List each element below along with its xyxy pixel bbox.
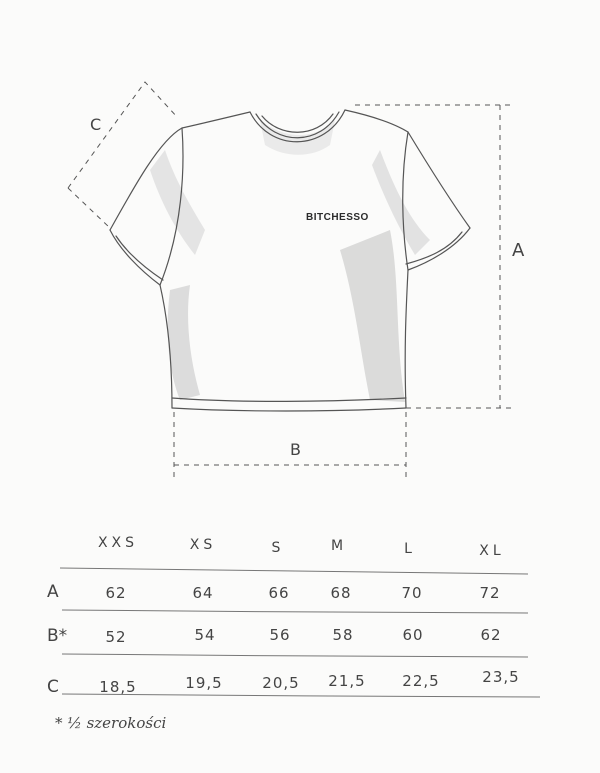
cell-b-xl: 62 bbox=[480, 626, 502, 644]
cell-b-m: 58 bbox=[332, 626, 354, 644]
cell-b-xs: 54 bbox=[194, 626, 216, 644]
cell-c-l: 22,5 bbox=[402, 672, 440, 690]
cell-a-l: 70 bbox=[401, 584, 423, 602]
cell-a-xs: 64 bbox=[192, 584, 214, 602]
cell-b-xxs: 52 bbox=[105, 628, 127, 646]
cell-b-s: 56 bbox=[269, 626, 291, 644]
row-label-a: A bbox=[47, 582, 59, 602]
size-header-s: S bbox=[271, 540, 285, 556]
cell-c-m: 21,5 bbox=[328, 672, 366, 690]
footnote-half-width: * ½ szerokości bbox=[55, 714, 167, 732]
cell-b-l: 60 bbox=[402, 626, 424, 644]
cell-a-m: 68 bbox=[330, 584, 352, 602]
row-label-b: B* bbox=[47, 626, 68, 646]
cell-c-xxs: 18,5 bbox=[99, 678, 137, 696]
cell-a-s: 66 bbox=[268, 584, 290, 602]
row-label-c: C bbox=[47, 677, 59, 697]
cell-c-xl: 23,5 bbox=[482, 668, 520, 686]
dimension-label-b: B bbox=[290, 440, 301, 459]
cell-c-s: 20,5 bbox=[262, 674, 300, 692]
size-header-l: L bbox=[404, 541, 416, 557]
dimension-label-c: C bbox=[90, 115, 102, 134]
cell-c-xs: 19,5 bbox=[185, 674, 223, 692]
cell-a-xxs: 62 bbox=[105, 584, 127, 602]
brand-logo-text: BITCHESSO bbox=[306, 212, 369, 223]
size-header-xl: XL bbox=[479, 543, 505, 559]
size-header-xs: XS bbox=[189, 537, 217, 553]
dimension-label-a: A bbox=[512, 240, 525, 261]
cell-a-xl: 72 bbox=[479, 584, 501, 602]
size-header-m: M bbox=[330, 538, 348, 554]
size-header-xxs: XXS bbox=[97, 535, 139, 551]
tshirt-sketch bbox=[110, 110, 470, 411]
